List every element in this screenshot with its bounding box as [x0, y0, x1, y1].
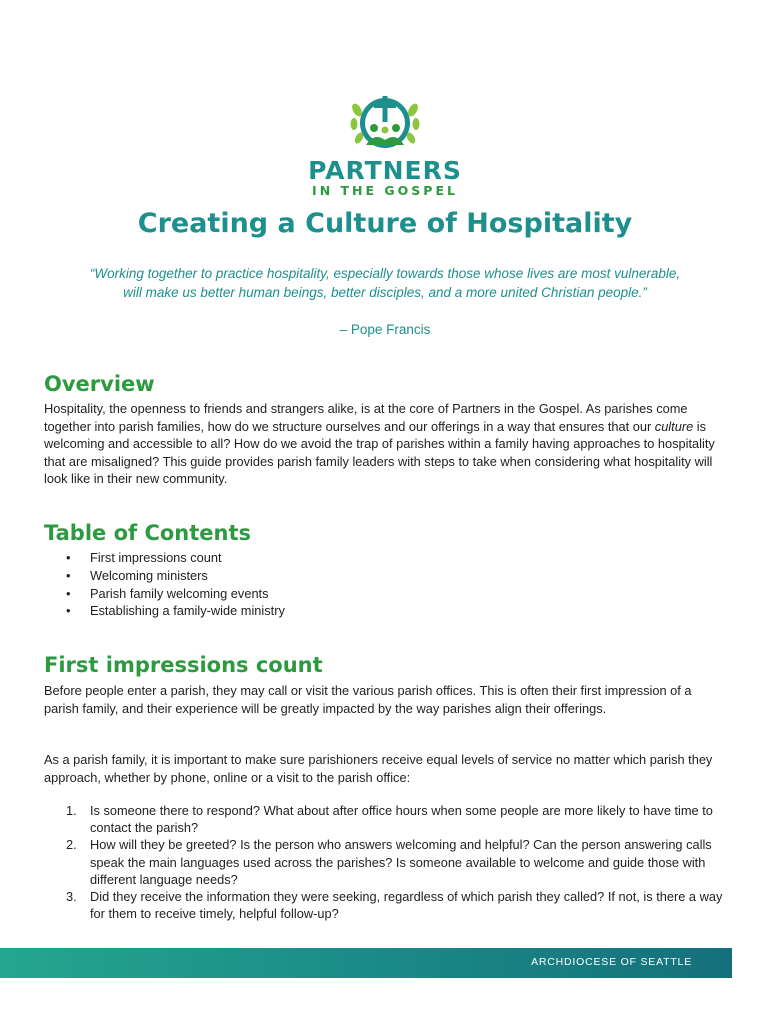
toc-item: • Welcoming ministers [44, 567, 285, 585]
first-impressions-paragraph-1: Before people enter a parish, they may call or visit the various parish offices. This is often their first impression of a parish family, and their experience will be greatly impacted by the way parishes align their offerings. [44, 683, 692, 716]
question-text: Is someone there to respond? What about after office hours when some people are more likely to have time to contact the parish? [90, 803, 713, 836]
quote-text: “Working together to practice hospitality, especially towards those whose lives are most vulnerable, will make us better human beings, better disciples, and a more united Christian people.” [89, 266, 681, 300]
overview-emphasis: culture [654, 418, 694, 434]
toc-item: • Establishing a family-wide ministry [44, 602, 285, 620]
overview-text-start: Hospitality, the openness to friends and strangers alike, is at the core of Partners in the Gospel. As parishes come together into parish families, how do we structure ourselves and our offerings in a way that ensures that our [44, 401, 688, 434]
toc-heading: Table of Contents [44, 521, 252, 545]
quote-attribution: – Pope Francis [339, 322, 431, 337]
question-item [44, 802, 724, 836]
page-title: Creating a Culture of Hospitality [137, 208, 633, 239]
toc-item: • Parish family welcoming events [44, 585, 285, 603]
question-item [44, 888, 724, 922]
overview-heading: Overview [44, 372, 155, 396]
overview-paragraph [44, 400, 724, 488]
first-impressions-paragraph-2: As a parish family, it is important to make sure parishioners receive equal levels of service no matter which parish they approach, whether by phone, online or a visit to the parish office: [44, 752, 713, 785]
first-impressions-heading: First impressions count [44, 653, 323, 677]
question-list [44, 802, 724, 922]
cross-people-tree-logo-icon [350, 90, 420, 156]
question-number: 3. [66, 889, 77, 905]
toc-list [44, 549, 285, 620]
logo-subtitle: IN THE GOSPEL [312, 183, 458, 198]
toc-item: • First impressions count [44, 549, 285, 567]
question-number: 1. [66, 803, 77, 818]
footer-bar [0, 948, 732, 978]
question-text: How will they be greeted? Is the person who answers welcoming and helpful? Can the person answering calls speak the main languages used across the parishes? Is someone available to welcome and guide those with different language needs? [90, 837, 712, 887]
logo-wordmark: PARTNERS [308, 156, 462, 185]
question-item [44, 836, 724, 888]
footer-text: ARCHDIOCESE OF SEATTLE [531, 956, 692, 968]
question-text: Did they receive the information they were seeking, regardless of which parish they called? If not, is there a way for them to receive timely, helpful follow-up? [90, 889, 723, 922]
question-number: 2. [66, 837, 77, 853]
overview-text-end: is welcoming and accessible to all? How do we avoid the trap of parishes within a family having approaches to hospitality that are misaligned? This guide provides parish family leaders with steps to take when considering what hospitality will look like in their new community. [44, 418, 715, 486]
partners-logo [300, 90, 470, 198]
